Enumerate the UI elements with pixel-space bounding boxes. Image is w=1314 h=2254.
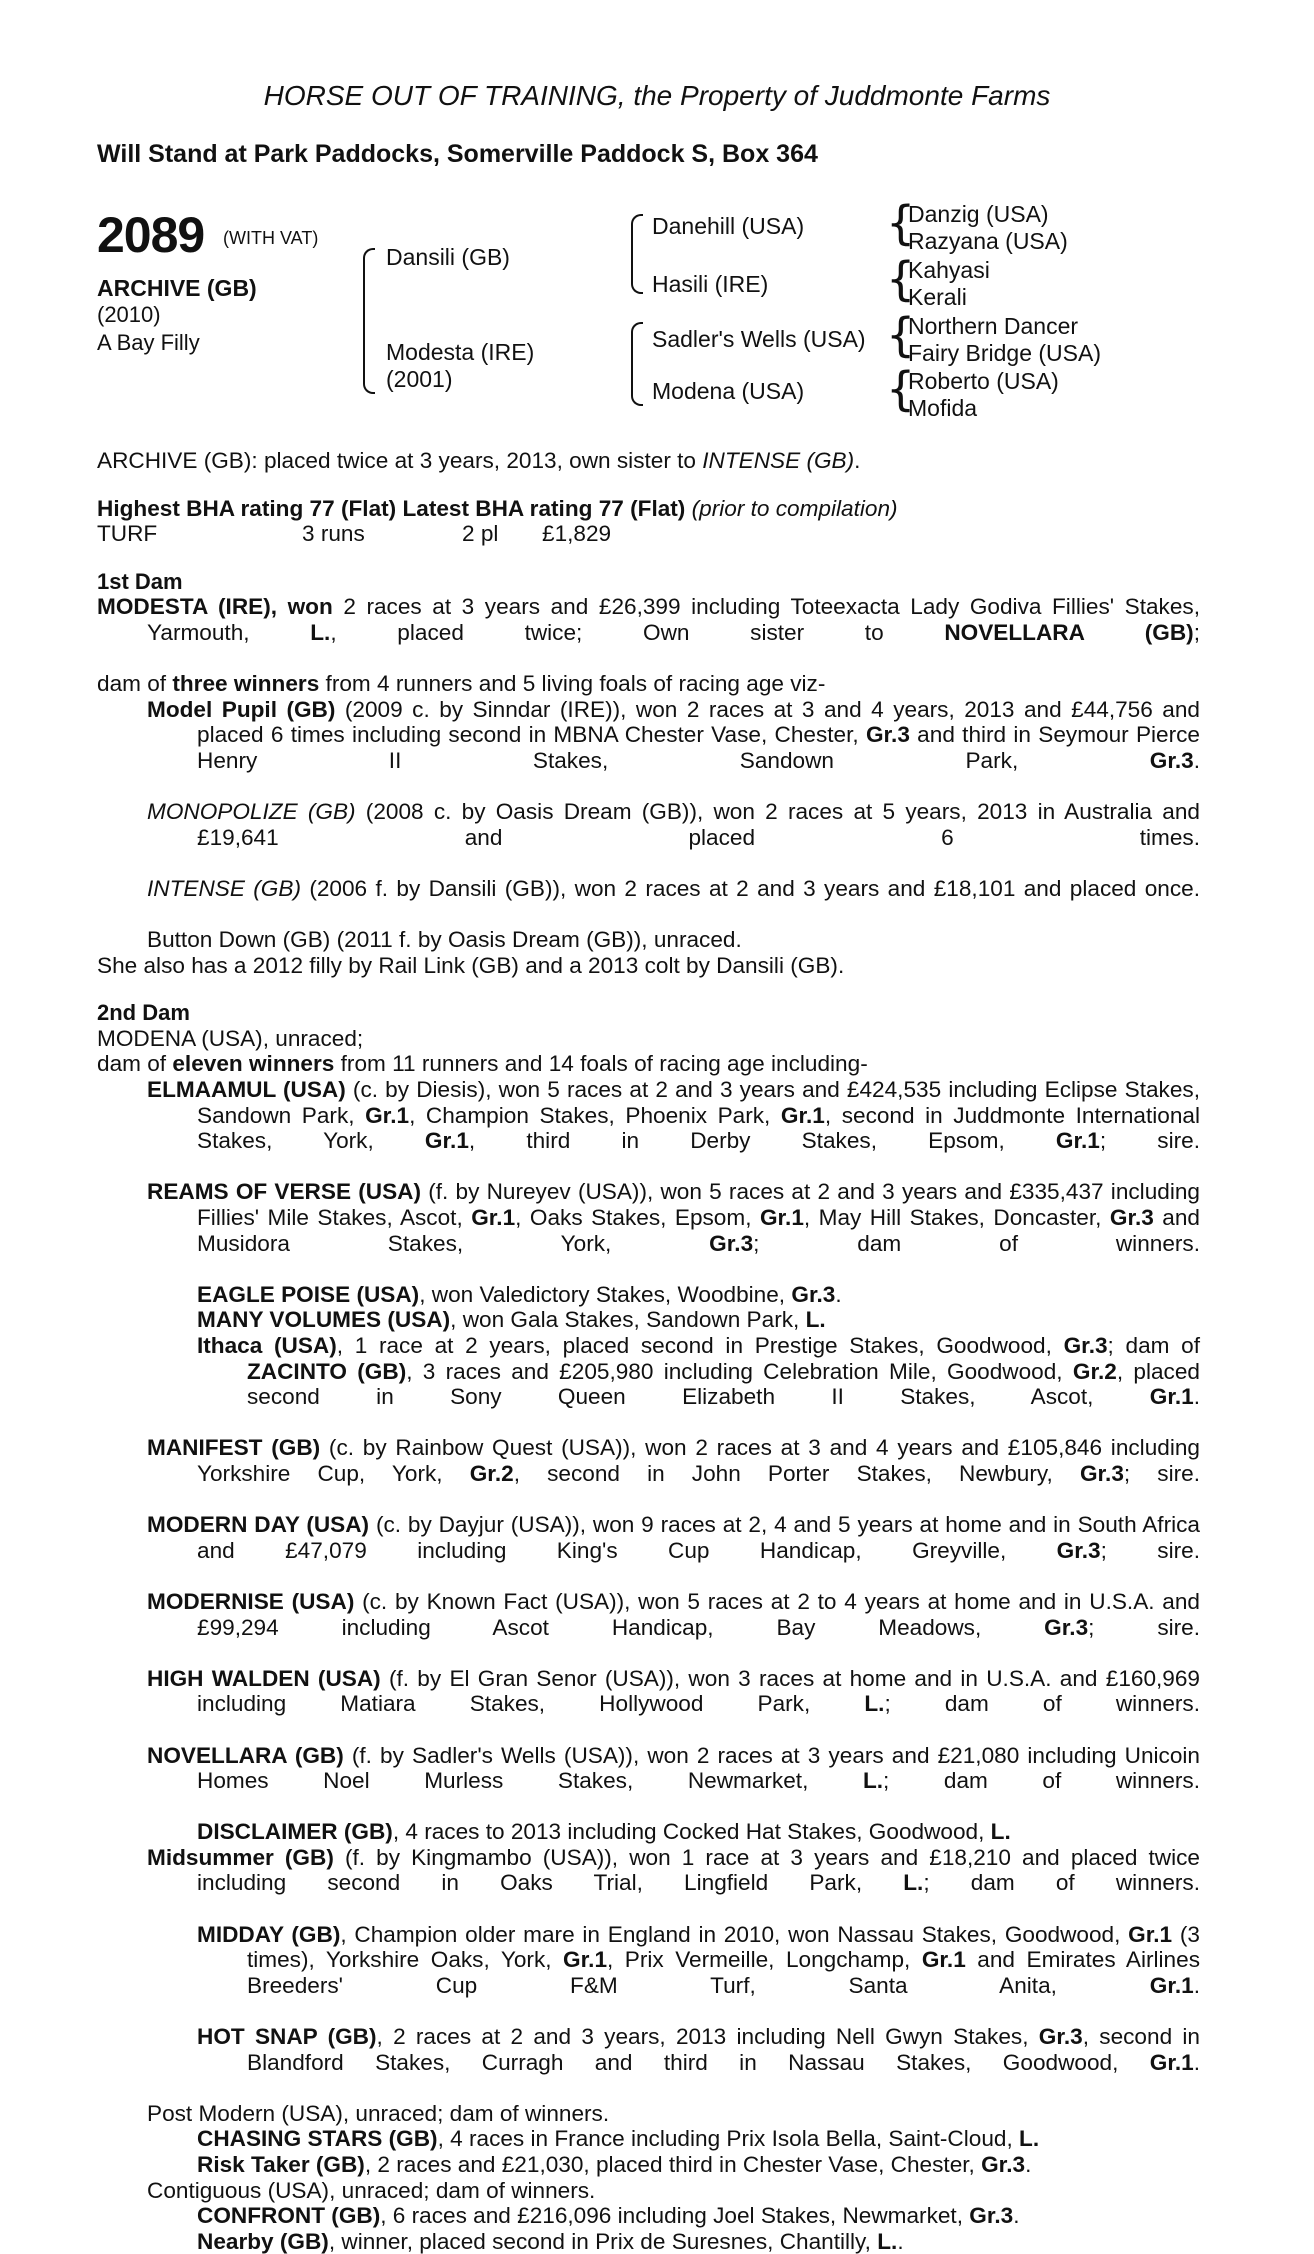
turf-record: TURF 3 runs 2 pl £1,829 — [97, 521, 612, 547]
produce-hot-snap: HOT SNAP (GB), 2 races at 2 and 3 years, 2013 including Nell Gwyn Stakes, Gr.3, second in Blandford Stakes, Curragh and third in Nassau Stakes, Goodwood, Gr.1. — [197, 2024, 1200, 2075]
dam-dam-sire: Roberto (USA) — [908, 368, 1059, 394]
sire-sire-sire: Danzig (USA) — [908, 201, 1049, 227]
horse-name: ARCHIVE (GB) — [97, 275, 257, 301]
produce-eagle-poise: EAGLE POISE (USA), won Valedictory Stakes, Woodbine, Gr.3. — [197, 1281, 842, 1307]
produce-monopolize: MONOPOLIZE (GB) (2008 c. by Oasis Dream (GB)), won 2 races at 5 years, 2013 in Australia and £19,641 and placed 6 times. — [147, 799, 1200, 850]
produce-high-walden: HIGH WALDEN (USA) (f. by El Gran Senor (USA)), won 3 races at home and in U.S.A. and £160,969 including Matiara Stakes, Hollywood Park, L.; dam of winners. — [147, 1665, 1200, 1717]
brace-glyph-3: { — [886, 308, 916, 362]
second-dam-produce: dam of eleven winners from 11 runners and 14 foals of racing age including- — [97, 1051, 868, 1077]
sire-dam: Hasili (IRE) — [652, 271, 769, 297]
produce-post-modern: Post Modern (USA), unraced; dam of winners. — [147, 2100, 610, 2126]
produce-reams-of-verse: REAMS OF VERSE (USA) (f. by Nureyev (USA)), won 5 races at 2 and 3 years and £335,437 including Fillies' Mile Stakes, Ascot, Gr.1, Oaks Stakes, Epsom, Gr.1, May Hill Stakes, Doncaster, Gr.3 and Musidora Stakes, York, Gr.3; dam of winners. — [147, 1179, 1200, 1256]
sire-dam-dam: Kerali — [908, 284, 967, 310]
catalogue-text — [97, 448, 1200, 2254]
produce-confront: CONFRONT (GB), 6 races and £216,096 including Joel Stakes, Newmarket, Gr.3. — [197, 2203, 1020, 2229]
brace-glyph-2: { — [886, 252, 916, 306]
produce-many-volumes: MANY VOLUMES (USA), won Gala Stakes, Sandown Park, L. — [197, 1307, 826, 1333]
produce-midday: MIDDAY (GB), Champion older mare in England in 2010, won Nassau Stakes, Goodwood, Gr.1 (3 times), Yorkshire Oaks, York, Gr.1, Prix Vermeille, Longchamp, Gr.1 and Emirates Airlines Breeders' Cup F&M Turf, Santa Anita, Gr.1. — [197, 1921, 1200, 1998]
produce-chasing-stars: CHASING STARS (GB), 4 races in France including Prix Isola Bella, Saint-Cloud, L. — [197, 2126, 1040, 2152]
dam-dam-dam: Mofida — [908, 395, 978, 421]
stand-location: Will Stand at Park Paddocks, Somerville Paddock S, Box 364 — [97, 140, 818, 168]
produce-note: She also has a 2012 filly by Rail Link (GB) and a 2013 colt by Dansili (GB). — [97, 952, 845, 978]
dam-sire: Sadler's Wells (USA) — [652, 326, 866, 352]
sire-dam-sire: Kahyasi — [908, 257, 990, 283]
page-title: HORSE OUT OF TRAINING, the Property of Juddmonte Farms — [263, 80, 1051, 111]
produce-button-down: Button Down (GB) (2011 f. by Oasis Dream (GB)), unraced. — [147, 927, 742, 953]
produce-nearby: Nearby (GB), winner, placed second in Prix de Suresnes, Chantilly, L.. — [197, 2228, 904, 2254]
produce-ithaca: Ithaca (USA), 1 race at 2 years, placed second in Prestige Stakes, Goodwood, Gr.3; dam of ZACINTO (GB), 3 races and £205,980 including Celebration Mile, Goodwood, Gr.2, placed second in Sony Queen Elizabeth II Stakes, Ascot, Gr.1. — [197, 1333, 1200, 1410]
brace-glyph-4: { — [886, 362, 916, 416]
sire-bracket — [631, 214, 643, 294]
sire: Dansili (GB) — [386, 244, 510, 270]
lot-number: 2089 — [97, 207, 205, 263]
produce-midsummer: Midsummer (GB) (f. by Kingmambo (USA)), won 1 race at 3 years and £18,210 and placed twice including second in Oaks Trial, Lingfield Park, L.; dam of winners. — [147, 1844, 1200, 1896]
brace-glyph-1: { — [886, 196, 916, 250]
produce-disclaimer: DISCLAIMER (GB), 4 races to 2013 including Cocked Hat Stakes, Goodwood, L. — [197, 1819, 1011, 1845]
produce-contiguous: Contiguous (USA), unraced; dam of winners. — [147, 2177, 596, 2203]
produce-intense: INTENSE (GB) (2006 f. by Dansili (GB)), won 2 races at 2 and 3 years and £18,101 and placed once. — [147, 875, 1201, 901]
sire-sire-dam: Razyana (USA) — [908, 228, 1068, 254]
first-dam-heading: 1st Dam — [97, 568, 183, 594]
first-dam-entry: MODESTA (IRE), won 2 races at 3 years and £26,399 including Toteexacta Lady Godiva Fillies' Stakes, Yarmouth, L., placed twice; Own sister to NOVELLARA (GB); — [97, 594, 1200, 645]
produce-risk-taker: Risk Taker (GB), 2 races and £21,030, placed third in Chester Vase, Chester, Gr.3. — [197, 2152, 1032, 2177]
produce-manifest: MANIFEST (GB) (c. by Rainbow Quest (USA)), won 2 races at 3 and 4 years and £105,846 including Yorkshire Cup, York, Gr.2, second in John Porter Stakes, Newbury, Gr.3; sire. — [147, 1435, 1200, 1486]
rating-line: Highest BHA rating 77 (Flat) Latest BHA rating 77 (Flat) (prior to compilation) — [97, 495, 898, 521]
horse-year: (2010) — [97, 302, 161, 327]
dam-dam: Modena (USA) — [652, 378, 805, 404]
archive-summary: ARCHIVE (GB): placed twice at 3 years, 2013, own sister to INTENSE (GB). — [97, 448, 861, 473]
dam-bracket — [631, 322, 643, 406]
produce-modernise: MODERNISE (USA) (c. by Known Fact (USA)), won 5 races at 2 to 4 years at home and in U.S.A. and £99,294 including Ascot Handicap, Bay Meadows, Gr.3; sire. — [147, 1588, 1201, 1640]
produce-novellara: NOVELLARA (GB) (f. by Sadler's Wells (USA)), won 2 races at 3 years and £21,080 including Unicoin Homes Noel Murless Stakes, Newmarket, L.; dam of winners. — [147, 1742, 1200, 1794]
second-dam-entry: MODENA (USA), unraced; — [97, 1025, 364, 1051]
second-dam-heading: 2nd Dam — [97, 1000, 190, 1026]
first-dam-produce: dam of three winners from 4 runners and 5 living foals of racing age viz- — [97, 671, 826, 697]
dam: Modesta (IRE) — [386, 339, 535, 365]
vat-note: (WITH VAT) — [223, 228, 319, 248]
dam-sire-dam: Fairy Bridge (USA) — [908, 340, 1101, 366]
dam-year: (2001) — [386, 366, 453, 392]
dam-sire-sire: Northern Dancer — [908, 313, 1079, 339]
pedigree-bracket — [363, 248, 375, 394]
produce-modern-day: MODERN DAY (USA) (c. by Dayjur (USA)), won 9 races at 2, 4 and 5 years at home and in South Africa and £47,079 including King's Cup Handicap, Greyville, Gr.3; sire. — [147, 1512, 1200, 1563]
sire-sire: Danehill (USA) — [652, 213, 805, 239]
produce-elmaamul: ELMAAMUL (USA) (c. by Diesis), won 5 races at 2 and 3 years and £424,535 including Eclipse Stakes, Sandown Park, Gr.1, Champion Stakes, Phoenix Park, Gr.1, second in Juddmonte International Stakes, York, Gr.1, third in Derby Stakes, Epsom, Gr.1; sire. — [147, 1077, 1200, 1154]
horse-desc: A Bay Filly — [97, 330, 200, 355]
produce-model-pupil: Model Pupil (GB) (2009 c. by Sinndar (IRE)), won 2 races at 3 and 4 years, 2013 and £44,756 and placed 6 times including second in MBNA Chester Vase, Chester, Gr.3 and third in Seymour Pierce Henry II Stakes, Sandown Park, Gr.3. — [147, 696, 1200, 773]
